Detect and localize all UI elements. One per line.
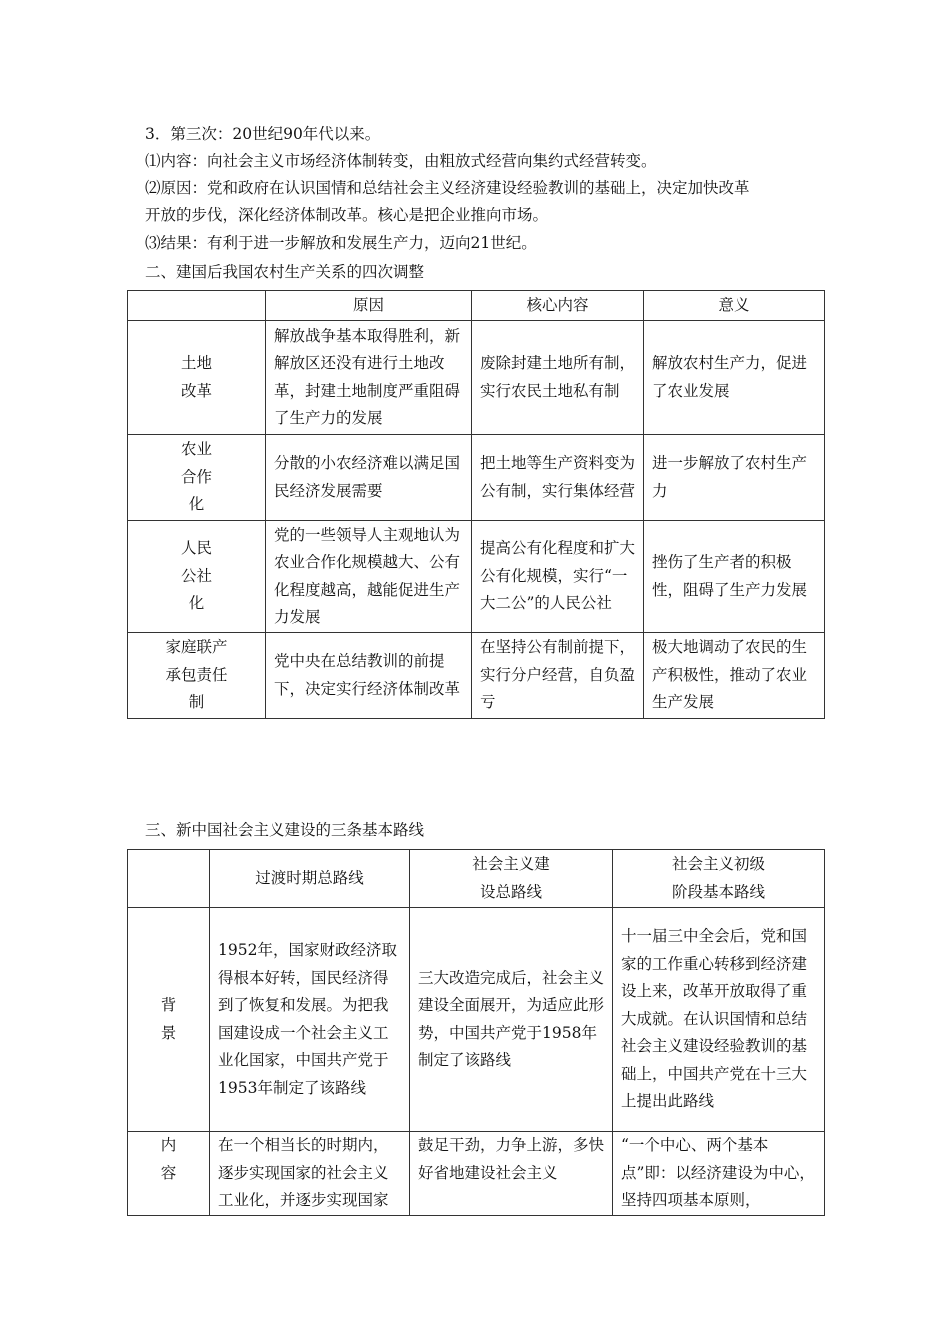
table-cell: 党的一些领导人主观地认为农业合作化规模越大、公有化程度越高，越能促进生产力发展 xyxy=(266,521,472,633)
table-cell: 废除封建土地所有制，实行农民土地私有制 xyxy=(472,321,644,435)
header-cell: 社会主义初级 阶段基本路线 xyxy=(613,850,825,908)
table-cell: 分散的小农经济难以满足国民经济发展需要 xyxy=(266,435,472,521)
result-paragraph: ⑶结果：有利于进一步解放和发展生产力，迈向21世纪。 xyxy=(145,234,537,252)
table-cell: 进一步解放了农村生产力 xyxy=(644,435,825,521)
row-label: 农业 合作 化 xyxy=(128,435,266,521)
basic-lines-table xyxy=(127,849,825,1216)
row-label: 背 景 xyxy=(128,908,210,1132)
table-cell: 提高公有化程度和扩大公有化规模，实行“一大二公”的人民公社 xyxy=(472,521,644,633)
table1-title: 二、建国后我国农村生产关系的四次调整 xyxy=(145,263,425,281)
reason-paragraph-line1: ⑵原因：党和政府在认识国情和总结社会主义经济建设经验教训的基础上，决定加快改革 xyxy=(145,179,750,197)
table-cell: 在一个相当长的时期内，逐步实现国家的社会主义工业化，并逐步实现国家 xyxy=(210,1132,410,1216)
table-cell: 党中央在总结教训的前提下，决定实行经济体制改革 xyxy=(266,633,472,719)
header-cell: 过渡时期总路线 xyxy=(210,850,410,908)
section-heading: 3．第三次：20世纪90年代以来。 xyxy=(145,125,381,143)
header-cell xyxy=(128,850,210,908)
table-header-row xyxy=(128,291,825,321)
header-cell: 原因 xyxy=(266,291,472,321)
row-label: 内 容 xyxy=(128,1132,210,1216)
table-cell: 在坚持公有制前提下，实行分户经营，自负盈亏 xyxy=(472,633,644,719)
header-cell: 意义 xyxy=(644,291,825,321)
table-cell: “一个中心、两个基本点”即：以经济建设为中心，坚持四项基本原则， xyxy=(613,1132,825,1216)
table2-title: 三、新中国社会主义建设的三条基本路线 xyxy=(145,821,425,839)
table-cell: 1952年，国家财政经济取得根本好转，国民经济得到了恢复和发展。为把我国建设成一个社会主义工业化国家，中国共产党于1953年制定了该路线 xyxy=(210,908,410,1132)
reason-paragraph-line2: 开放的步伐，深化经济体制改革。核心是把企业推向市场。 xyxy=(145,206,549,224)
row-label: 人民 公社 化 xyxy=(128,521,266,633)
table-cell: 把土地等生产资料变为公有制，实行集体经营 xyxy=(472,435,644,521)
row-label: 家庭联产 承包责任 制 xyxy=(128,633,266,719)
table-row xyxy=(128,633,825,719)
table-row xyxy=(128,321,825,435)
table-cell: 三大改造完成后，社会主义建设全面展开，为适应此形势，中国共产党于1958年制定了该路线 xyxy=(410,908,613,1132)
table-header-row xyxy=(128,850,825,908)
rural-relations-table xyxy=(127,290,825,719)
table-cell: 鼓足干劲，力争上游，多快好省地建设社会主义 xyxy=(410,1132,613,1216)
row-label: 土地 改革 xyxy=(128,321,266,435)
table-cell: 解放战争基本取得胜利，新解放区还没有进行土地改革，封建土地制度严重阻碍了生产力的发展 xyxy=(266,321,472,435)
header-cell: 社会主义建 设总路线 xyxy=(410,850,613,908)
content-paragraph: ⑴内容：向社会主义市场经济体制转变，由粗放式经营向集约式经营转变。 xyxy=(145,152,657,170)
table-row xyxy=(128,1132,825,1216)
table-row xyxy=(128,435,825,521)
table-cell: 解放农村生产力，促进了农业发展 xyxy=(644,321,825,435)
table-cell: 十一届三中全会后，党和国家的工作重心转移到经济建设上来，改革开放取得了重大成就。在认识国情和总结社会主义建设经验教训的基础上，中国共产党在十三大上提出此路线 xyxy=(613,908,825,1132)
table-cell: 极大地调动了农民的生产积极性，推动了农业生产发展 xyxy=(644,633,825,719)
table-row xyxy=(128,521,825,633)
header-cell xyxy=(128,291,266,321)
header-cell: 核心内容 xyxy=(472,291,644,321)
table-cell: 挫伤了生产者的积极性，阻碍了生产力发展 xyxy=(644,521,825,633)
table-row xyxy=(128,908,825,1132)
